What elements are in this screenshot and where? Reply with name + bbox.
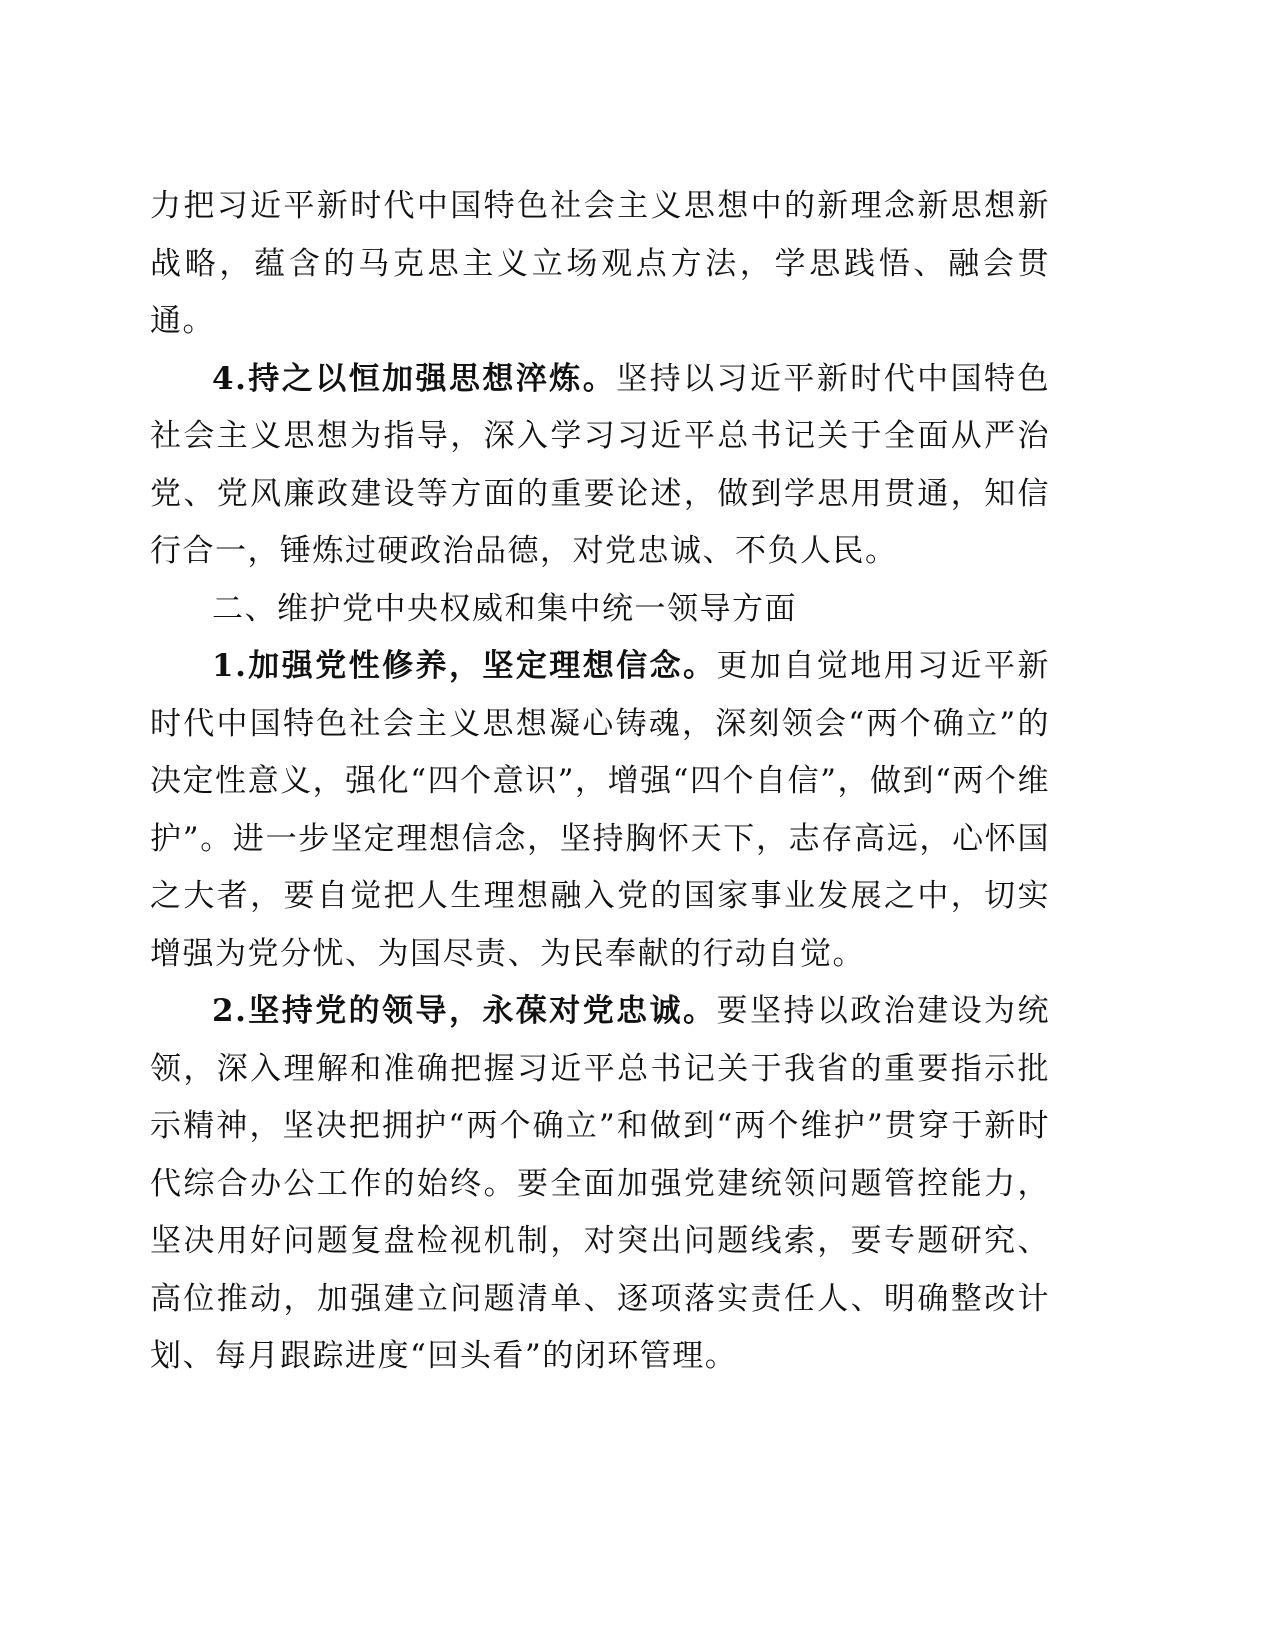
paragraph-text: 要坚持以政治建设为统领，深入理解和准确把握习近平总书记关于我省的重要指示批示精神，坚决把拥护“两个确立”和做到“两个维护”贯穿于新时代综合办公工作的始终。要全面加强党建统领问题管控能力，坚决用好问题复盘检视机制，对突出问题线索，要专题研究、高位推动，加强建立问题清单、逐项落实责任人、明确整改计划、每月跟踪进度“回头看”的闭环管理。 — [150, 993, 1050, 1374]
paragraph-lead: 4.持之以恒加强思想淬炼。 — [212, 360, 617, 397]
paragraph-text: 坚持以习近平新时代中国特色社会主义思想为指导，深入学习习近平总书记关于全面从严治党、党风廉政建设等方面的重要论述，做到学思用贯通，知信行合一，锤炼过硬政治品德，对党忠诚、不负人民。 — [150, 360, 1050, 569]
section-heading-text: 二、维护党中央权威和集中统一领导方面 — [212, 590, 797, 627]
document-body — [150, 178, 1050, 1386]
paragraph-text: 力把习近平新时代中国特色社会主义思想中的新理念新思想新战略，蕴含的马克思主义立场观点方法，学思践悟、融会贯通。 — [150, 188, 1050, 339]
paragraph-item-4 — [150, 351, 1050, 581]
paragraph-item-2 — [150, 983, 1050, 1386]
paragraph-lead: 1.加强党性修养，坚定理想信念。 — [212, 648, 717, 684]
paragraph-text: 更加自觉地用习近平新时代中国特色社会主义思想凝心铸魂，深刻领会“两个确立”的决定性意义，强化“四个意识”，增强“四个自信”，做到“两个维护”。进一步坚定理想信念，坚持胸怀天下，志存高远，心怀国之大者，要自觉把人生理想融入党的国家事业发展之中，切实增强为党分忧、为国尽责、为民奉献的行动自觉。 — [150, 648, 1050, 972]
section-heading — [150, 581, 1050, 639]
paragraph-continuation — [150, 178, 1050, 351]
paragraph-lead: 2.坚持党的领导，永葆对党忠诚。 — [212, 993, 717, 1029]
paragraph-item-1 — [150, 638, 1050, 983]
